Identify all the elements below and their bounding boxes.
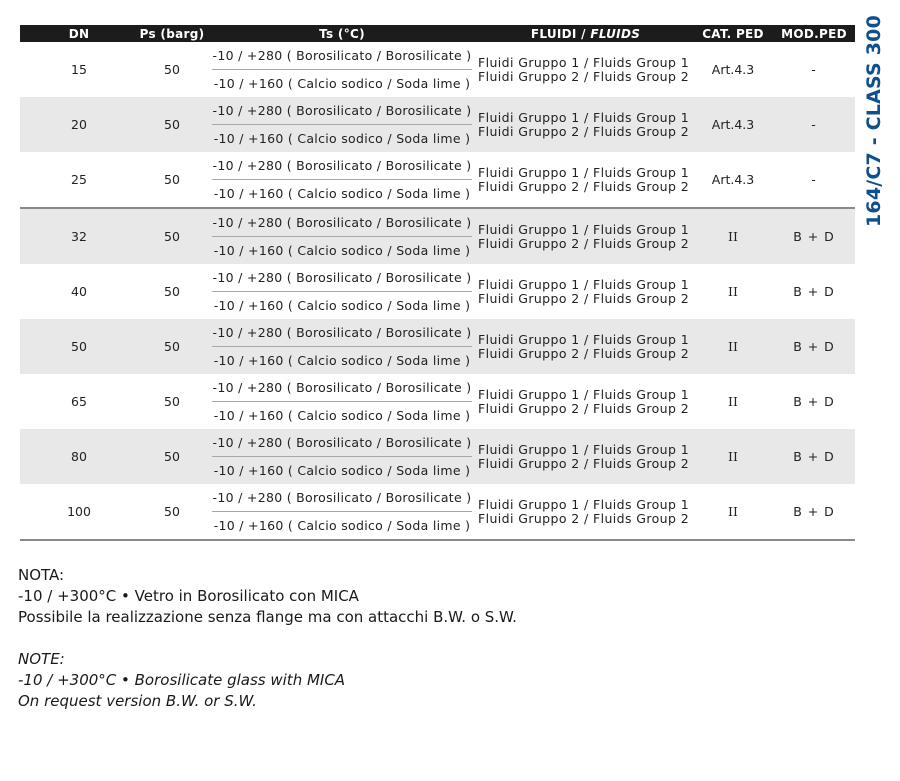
fluid-group-1: Fluidi Gruppo 1 / Fluids Group 1 <box>478 496 690 512</box>
note-it-line-2: Possibile la realizzazione senza flange ma con attacchi B.W. o S.W. <box>18 608 517 626</box>
ts-borosilicate: -10 / +280 ( Borosilicato / Borosilicate ) <box>212 264 472 292</box>
ts-soda-lime: -10 / +160 ( Calcio sodico / Soda lime ) <box>213 353 471 368</box>
ts-borosilicate: -10 / +280 ( Borosilicato / Borosilicate ) <box>212 429 472 457</box>
cell-cat-ped: II <box>728 394 738 409</box>
cell-fluids <box>478 208 693 264</box>
header-dn: DN <box>20 25 138 42</box>
note-en-title: NOTE: <box>18 650 65 668</box>
cell-mod-ped: - <box>811 62 817 77</box>
fluid-group-1: Fluidi Gruppo 1 / Fluids Group 1 <box>478 441 690 457</box>
table-row <box>20 484 855 540</box>
header-fluids <box>478 25 693 42</box>
spec-table <box>20 25 855 541</box>
cell-mod-ped: B + D <box>793 284 835 299</box>
cell-ts <box>206 264 478 319</box>
cell-ts <box>206 208 478 264</box>
note-en-line-2: On request version B.W. or S.W. <box>18 692 257 710</box>
cell-ps: 50 <box>164 62 180 77</box>
cell-mod-ped: B + D <box>793 394 835 409</box>
table-row <box>20 208 855 264</box>
header-fluids-en: FLUIDS <box>590 26 641 41</box>
header-fluids-it: FLUIDI / <box>530 26 591 41</box>
cell-ts <box>206 484 478 540</box>
cell-fluids <box>478 484 693 540</box>
cell-cat-ped: Art.4.3 <box>711 62 755 77</box>
cell-ps: 50 <box>138 319 206 374</box>
fluid-group-1: Fluidi Gruppo 1 / Fluids Group 1 <box>478 221 690 237</box>
fluid-group-1: Fluidi Gruppo 1 / Fluids Group 1 <box>478 54 690 70</box>
ts-soda-lime: -10 / +160 ( Calcio sodico / Soda lime ) <box>213 131 471 146</box>
ts-soda-lime: -10 / +160 ( Calcio sodico / Soda lime ) <box>213 518 471 533</box>
cell-dn: 40 <box>71 284 87 299</box>
cell-cat-ped: II <box>693 208 773 264</box>
ts-soda-lime: -10 / +160 ( Calcio sodico / Soda lime ) <box>213 243 471 258</box>
cell-dn: 20 <box>20 97 138 152</box>
cell-fluids <box>478 152 693 208</box>
table-row <box>20 97 855 152</box>
fluid-group-2: Fluidi Gruppo 2 / Fluids Group 2 <box>478 123 690 139</box>
ts-soda-lime: -10 / +160 ( Calcio sodico / Soda lime ) <box>213 298 471 313</box>
cell-dn: 25 <box>71 172 87 187</box>
fluid-group-1: Fluidi Gruppo 1 / Fluids Group 1 <box>478 386 690 402</box>
cell-cat-ped: II <box>728 284 738 299</box>
side-title <box>860 14 888 228</box>
cell-dn: 50 <box>20 319 138 374</box>
cell-ts <box>206 42 478 97</box>
fluid-group-2: Fluidi Gruppo 2 / Fluids Group 2 <box>478 290 690 306</box>
fluid-group-2: Fluidi Gruppo 2 / Fluids Group 2 <box>478 345 690 361</box>
ts-soda-lime: -10 / +160 ( Calcio sodico / Soda lime ) <box>213 76 471 91</box>
cell-ts <box>206 319 478 374</box>
table-row <box>20 42 855 97</box>
cell-ps: 50 <box>138 484 206 540</box>
cell-dn: 65 <box>71 394 87 409</box>
table-row <box>20 152 855 208</box>
ts-borosilicate: -10 / +280 ( Borosilicato / Borosilicate ) <box>212 374 472 402</box>
cell-ts <box>206 429 478 484</box>
table-header-row <box>20 25 855 42</box>
fluid-group-1: Fluidi Gruppo 1 / Fluids Group 1 <box>478 109 690 125</box>
cell-mod-ped: - <box>773 97 855 152</box>
cell-fluids <box>478 97 693 152</box>
cell-mod-ped: B + D <box>773 429 855 484</box>
cell-ps: 50 <box>138 208 206 264</box>
cell-ps: 50 <box>138 429 206 484</box>
cell-dn: 80 <box>20 429 138 484</box>
table-row <box>20 429 855 484</box>
table-row <box>20 264 855 319</box>
cell-fluids <box>478 374 693 429</box>
cell-cat-ped: II <box>693 429 773 484</box>
cell-fluids <box>478 429 693 484</box>
cell-cat-ped: Art.4.3 <box>711 172 755 187</box>
cell-cat-ped: II <box>693 319 773 374</box>
header-cat-ped: CAT. PED <box>693 25 773 42</box>
cell-fluids <box>478 42 693 97</box>
cell-ps: 50 <box>138 97 206 152</box>
fluid-group-2: Fluidi Gruppo 2 / Fluids Group 2 <box>478 510 690 526</box>
header-mod-ped: MOD.PED <box>773 25 855 42</box>
cell-cat-ped: II <box>693 484 773 540</box>
cell-ps: 50 <box>164 172 180 187</box>
ts-soda-lime: -10 / +160 ( Calcio sodico / Soda lime ) <box>213 186 471 201</box>
fluid-group-2: Fluidi Gruppo 2 / Fluids Group 2 <box>478 178 690 194</box>
note-en-line-1: -10 / +300°C • Borosilicate glass with MICA <box>18 671 346 689</box>
ts-borosilicate: -10 / +280 ( Borosilicato / Borosilicate ) <box>212 152 472 180</box>
fluid-group-2: Fluidi Gruppo 2 / Fluids Group 2 <box>478 235 690 251</box>
ts-borosilicate: -10 / +280 ( Borosilicato / Borosilicate ) <box>212 42 472 70</box>
cell-mod-ped: - <box>811 172 817 187</box>
ts-soda-lime: -10 / +160 ( Calcio sodico / Soda lime ) <box>213 463 471 478</box>
note-it-line-1: -10 / +300°C • Vetro in Borosilicato con MICA <box>18 587 359 605</box>
table-row <box>20 319 855 374</box>
fluid-group-2: Fluidi Gruppo 2 / Fluids Group 2 <box>478 68 690 84</box>
cell-dn: 32 <box>20 208 138 264</box>
cell-dn: 15 <box>71 62 87 77</box>
ts-borosilicate: -10 / +280 ( Borosilicato / Borosilicate ) <box>212 484 472 512</box>
cell-mod-ped: B + D <box>773 484 855 540</box>
cell-ts <box>206 374 478 429</box>
cell-ps: 50 <box>164 284 180 299</box>
cell-ts <box>206 152 478 208</box>
cell-fluids <box>478 319 693 374</box>
cell-ts <box>206 97 478 152</box>
table-row <box>20 374 855 429</box>
ts-borosilicate: -10 / +280 ( Borosilicato / Borosilicate ) <box>212 319 472 347</box>
notes <box>18 565 517 712</box>
cell-mod-ped: B + D <box>773 208 855 264</box>
fluid-group-1: Fluidi Gruppo 1 / Fluids Group 1 <box>478 276 690 292</box>
fluid-group-2: Fluidi Gruppo 2 / Fluids Group 2 <box>478 455 690 471</box>
ts-borosilicate: -10 / +280 ( Borosilicato / Borosilicate ) <box>212 209 472 237</box>
cell-dn: 100 <box>20 484 138 540</box>
side-title-text: 164/C7 - CLASS 300 <box>863 14 885 228</box>
cell-fluids <box>478 264 693 319</box>
fluid-group-1: Fluidi Gruppo 1 / Fluids Group 1 <box>478 164 690 180</box>
cell-ps: 50 <box>164 394 180 409</box>
fluid-group-2: Fluidi Gruppo 2 / Fluids Group 2 <box>478 400 690 416</box>
cell-mod-ped: B + D <box>773 319 855 374</box>
ts-borosilicate: -10 / +280 ( Borosilicato / Borosilicate ) <box>212 97 472 125</box>
cell-cat-ped: Art.4.3 <box>693 97 773 152</box>
header-ps: Ps (barg) <box>139 26 205 41</box>
ts-soda-lime: -10 / +160 ( Calcio sodico / Soda lime ) <box>213 408 471 423</box>
note-it-title: NOTA: <box>18 566 65 584</box>
header-ts: Ts (°C) <box>206 25 478 42</box>
fluid-group-1: Fluidi Gruppo 1 / Fluids Group 1 <box>478 331 690 347</box>
